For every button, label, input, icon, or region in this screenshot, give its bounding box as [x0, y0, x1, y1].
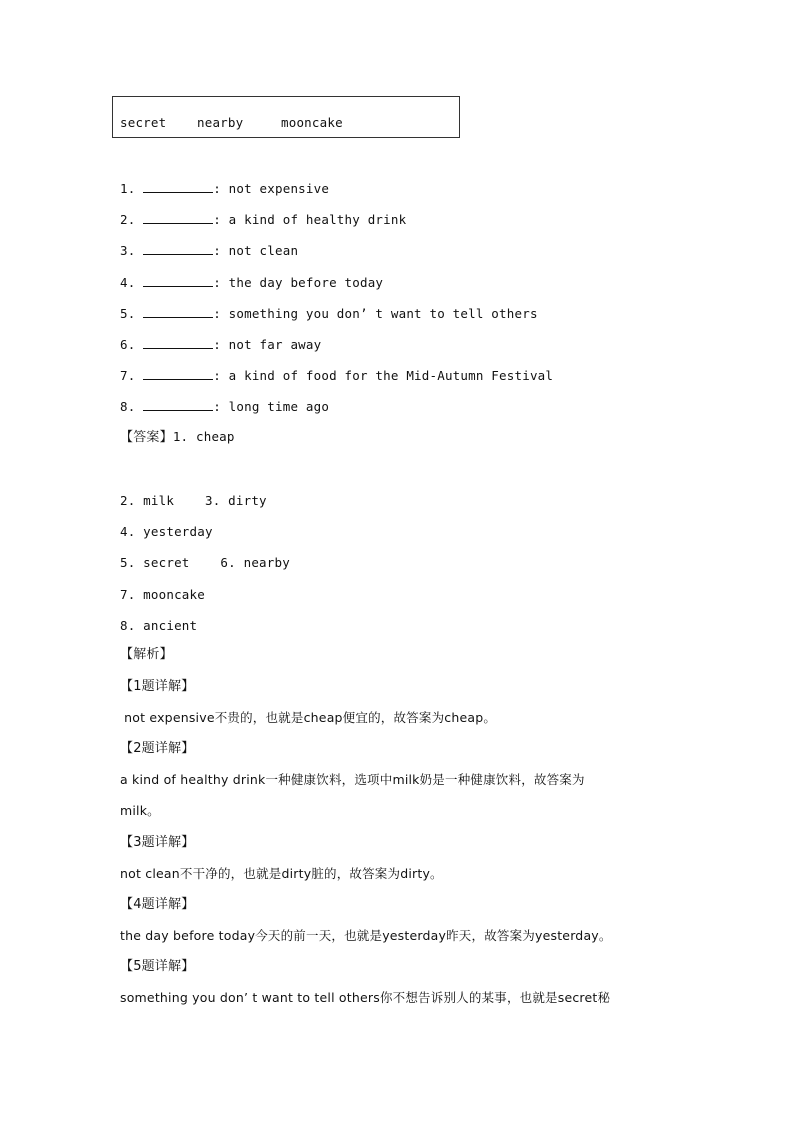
answer-label: 【答案】 [120, 430, 173, 445]
question-definition: : not far away [213, 337, 322, 352]
analysis-text: something you don’ t want to tell others你不想告诉别人的某事，也就是secret秘 [120, 990, 611, 1005]
question-item [120, 337, 321, 353]
analysis-text: milk。 [120, 803, 160, 818]
question-definition: : a kind of food for the Mid-Autumn Festival [213, 368, 554, 383]
analysis-text: not clean不干净的，也就是dirty脏的，故答案为dirty。 [120, 866, 443, 881]
answer-first: 1. cheap [172, 429, 235, 444]
answer-blank [143, 243, 213, 255]
question-number: 4. [120, 275, 136, 290]
question-number: 5. [120, 306, 136, 321]
word-bank-word: secret [120, 115, 167, 130]
answer-blank [143, 212, 213, 224]
analysis-section-title: 【2题详解】 [120, 741, 195, 756]
word-bank-word: mooncake [281, 115, 343, 130]
answer-line: 2. milk 3. dirty [120, 493, 267, 508]
analysis-text: a kind of healthy drink一种健康饮料，选项中milk奶是一种健康饮料，故答案为 [120, 772, 585, 787]
question-number: 6. [120, 337, 136, 352]
question-definition: : the day before today [213, 275, 384, 290]
question-definition: : not clean [213, 243, 299, 258]
analysis-label: 【解析】 [120, 647, 173, 662]
answer-blank [143, 368, 213, 380]
question-definition: : not expensive [213, 181, 330, 196]
question-item [120, 306, 538, 322]
analysis-text: not expensive不贵的，也就是cheap便宜的，故答案为cheap。 [120, 710, 497, 725]
analysis-text: the day before today今天的前一天，也就是yesterday昨天，故答案为yesterday。 [120, 928, 612, 943]
answer-blank [143, 181, 213, 193]
answer-blank [143, 337, 213, 349]
answer-line: 7. mooncake [120, 587, 205, 602]
question-item [120, 399, 329, 415]
answer-line: 8. ancient [120, 618, 198, 633]
question-number: 8. [120, 399, 136, 414]
answer-heading-line [120, 429, 235, 446]
answer-line: 4. yesterday [120, 524, 213, 539]
answer-blank [143, 399, 213, 411]
word-bank-word: nearby [197, 115, 244, 130]
question-item [120, 212, 406, 228]
question-item [120, 368, 553, 384]
analysis-section-title: 【3题详解】 [120, 835, 195, 850]
question-number: 2. [120, 212, 136, 227]
question-number: 1. [120, 181, 136, 196]
answer-blank [143, 275, 213, 287]
question-definition: : something you don’ t want to tell others [213, 306, 538, 321]
question-number: 3. [120, 243, 136, 258]
analysis-section-title: 【4题详解】 [120, 897, 195, 912]
answer-line: 5. secret 6. nearby [120, 555, 290, 570]
question-number: 7. [120, 368, 136, 383]
question-item [120, 275, 383, 291]
question-definition: : long time ago [213, 399, 330, 414]
word-bank-box [112, 96, 460, 138]
question-item [120, 181, 329, 197]
answer-blank [143, 306, 213, 318]
question-item [120, 243, 298, 259]
analysis-section-title: 【1题详解】 [120, 679, 195, 694]
analysis-section-title: 【5题详解】 [120, 959, 195, 974]
question-definition: : a kind of healthy drink [213, 212, 407, 227]
